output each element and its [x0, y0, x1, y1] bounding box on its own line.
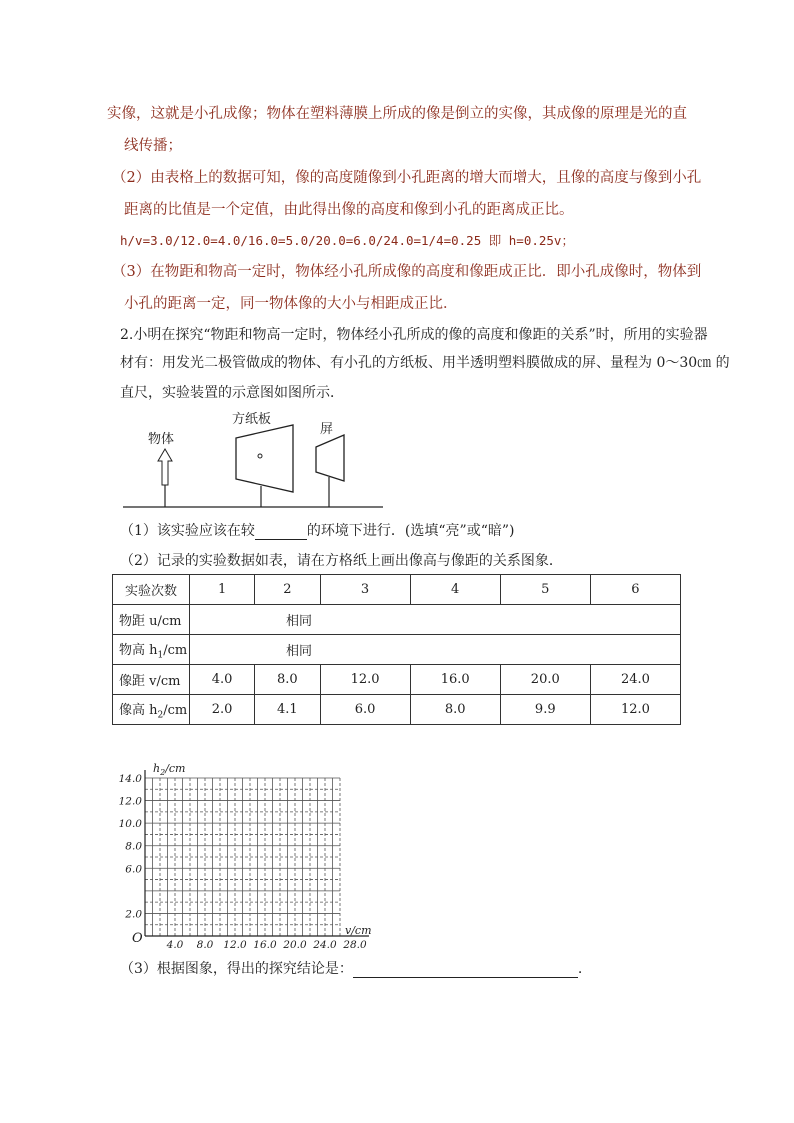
- data-table: [112, 574, 681, 725]
- table-cell: 2.0: [190, 695, 255, 725]
- row-label: 物距 u/cm: [113, 605, 190, 635]
- sub3-answer-blank[interactable]: [353, 961, 578, 978]
- table-cell: 8.0: [255, 665, 320, 695]
- object-label: 物体: [148, 432, 175, 447]
- sub-question-2: （2）记录的实验数据如表，请在方格纸上画出像高与像距的关系图象．: [120, 553, 563, 569]
- y-tick-label: 14.0: [118, 773, 142, 785]
- row-value-same: 相同: [190, 635, 681, 665]
- table-header-cell: 实验次数: [113, 575, 190, 605]
- origin-label: O: [132, 931, 143, 946]
- sub1-text-after: 的环境下进行．(选填“亮”或“暗”): [306, 523, 515, 539]
- table-cell: 16.0: [410, 665, 500, 695]
- answer-p3-line-2: 小孔的距离一定，同一物体像的大小与相距成正比．: [124, 296, 458, 312]
- y-tick-label: 2.0: [125, 908, 142, 921]
- sub3-text-before: （3）根据图象，得出的探究结论是：: [120, 961, 353, 977]
- x-tick-label: 28.0: [343, 939, 367, 948]
- row-label: 物高 $h_1/cm$: [113, 635, 190, 665]
- table-row-image-distance: [113, 665, 681, 695]
- table-row-object-distance: [113, 605, 681, 635]
- x-tick-label: 8.0: [196, 939, 214, 948]
- x-tick-label: 12.0: [223, 939, 247, 948]
- x-tick-label: 20.0: [283, 939, 307, 948]
- table-cell: 20.0: [500, 665, 590, 695]
- cardboard-with-pinhole: [236, 425, 293, 507]
- answer-p2-line-1: （2）由表格上的数据可知，像的高度随像到小孔距离的增大而增大，且像的高度与像到小孔: [112, 170, 702, 186]
- axes: [145, 770, 369, 936]
- answer-formula: h/v=3.0/12.0=4.0/16.0=5.0/20.0=6.0/24.0=1/4=0.25 即 h=0.25v；: [120, 233, 574, 248]
- answer-line-1: 实像，这就是小孔成像；物体在塑料薄膜上所成的像是倒立的实像，其成像的原理是光的直: [107, 106, 687, 122]
- grid-lines: [145, 778, 340, 936]
- table-row-object-height: [113, 635, 681, 665]
- table-header-cell: 1: [190, 575, 255, 605]
- table-header-cell: 4: [410, 575, 500, 605]
- y-tick-label: 10.0: [118, 818, 142, 831]
- board-label: 方纸板: [232, 412, 272, 427]
- x-tick-label: 24.0: [313, 939, 337, 948]
- sub3-text-after: .: [577, 961, 583, 977]
- table-cell: 8.0: [410, 695, 500, 725]
- table-row-image-height: [113, 695, 681, 725]
- table-cell: 12.0: [590, 695, 680, 725]
- table-header-row: [113, 575, 681, 605]
- x-tick-label: 4.0: [166, 939, 184, 948]
- question-line-2: 材有：用发光二极管做成的物体、有小孔的方纸板、用半透明塑料膜做成的屏、量程为 0～30㎝ 的: [120, 355, 730, 371]
- row-label: 像距 v/cm: [113, 665, 190, 695]
- table-header-cell: 5: [500, 575, 590, 605]
- answer-p3-line-1: （3）在物距和物高一定时，物体经小孔所成像的高度和像距成正比．即小孔成像时，物体到: [112, 264, 702, 280]
- table-header-cell: 2: [255, 575, 320, 605]
- table-cell: 9.9: [500, 695, 590, 725]
- table-header-cell: 3: [320, 575, 410, 605]
- answer-line-2: 线传播；: [124, 138, 182, 154]
- x-axis-label: v/cm: [345, 924, 372, 937]
- sub-question-1: [120, 520, 514, 540]
- table-cell: 12.0: [320, 665, 410, 695]
- table-cell: 6.0: [320, 695, 410, 725]
- screen: [316, 435, 344, 507]
- apparatus-diagram: [115, 405, 395, 515]
- answer-p2-line-2: 距离的比值是一个定值，由此得出像的高度和像到小孔的距离成正比。: [124, 202, 574, 218]
- row-label: 像高 $h_2/cm$: [113, 695, 190, 725]
- sub-question-3: [120, 958, 582, 978]
- question-line-3: 直尺，实验装置的示意图如图所示．: [120, 385, 344, 401]
- y-tick-label: 12.0: [118, 795, 142, 808]
- graph-paper-chart[interactable]: [115, 758, 380, 948]
- x-tick-label: 16.0: [253, 939, 277, 948]
- row-value-same: 相同: [190, 605, 681, 635]
- screen-label: 屏: [320, 422, 334, 437]
- question-line-1: 2.小明在探究“物距和物高一定时，物体经小孔所成的像的高度和像距的关系”时，所用的实验器: [120, 327, 708, 343]
- table-cell: 4.1: [255, 695, 320, 725]
- object-arrow: [158, 449, 172, 507]
- y-axis-label: $h_2/cm$: [153, 762, 186, 777]
- y-tick-label: 8.0: [125, 840, 142, 853]
- table-cell: 4.0: [190, 665, 255, 695]
- sub1-text-before: （1）该实验应该在较: [120, 523, 255, 539]
- table-cell: 24.0: [590, 665, 680, 695]
- table-header-cell: 6: [590, 575, 680, 605]
- sub1-answer-blank[interactable]: [255, 523, 307, 540]
- y-tick-label: 6.0: [125, 863, 142, 876]
